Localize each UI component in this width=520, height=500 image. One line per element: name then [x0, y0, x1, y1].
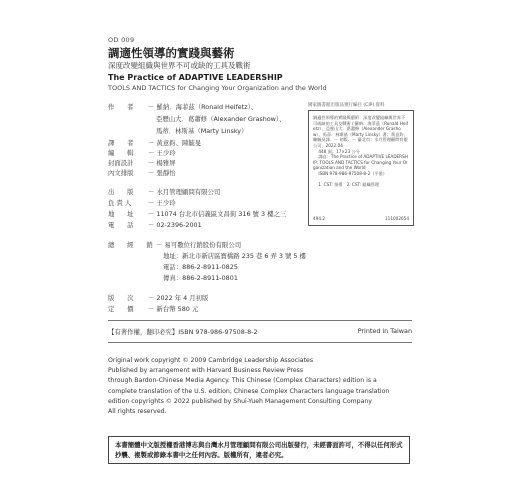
distributor-address: 地址：新北市新店區寶橋路 235 巷 6 弄 3 號 5 樓	[163, 252, 306, 260]
editor-value: － 王少玲	[148, 149, 176, 157]
address-value: － 11074 台北市信義區文昌街 316 號 3 樓之三	[148, 210, 287, 218]
copyright-text	[108, 356, 418, 417]
phone-value: － 02-2396-2001	[148, 221, 202, 229]
translator-row	[108, 138, 201, 147]
cover-key: 封面設計	[108, 159, 134, 167]
phone-key: 電 話	[108, 221, 134, 229]
author-row	[108, 102, 257, 111]
cip-body: 調適性領導的實踐與藝術：深度改變組織與世界不可或缺的工具及戰術 / 羅納．海菲茲（Ronald Heifetz）、亞歷山大．葛蕭修（Alexander Grashow）、馬蒂．林斯基（Marty Linsky）著；黃意鈞、陳毓旻譯．－ 初版．－ 臺北市：水月管理顧問有限公司，2022.04 448 面；17×23 公分 譯自：The Practice of ADAPTIVE LEADERSHIP: TOOLS AND TACTICS for Changing Your Organization and the World ISBN 978-986-97508-8-2（平裝） 1. CST: 領導 2. CST: 組織管理	[313, 115, 409, 188]
owner-row	[108, 198, 176, 207]
divider-bottom	[108, 342, 412, 343]
author-line-1: － 羅納．海菲茲（Ronald Heifetz）、	[148, 103, 258, 111]
translator-value: － 黃意鈞、陳毓旻	[148, 139, 202, 147]
book-title-english: The Practice of ADAPTIVE LEADERSHIP	[108, 73, 283, 82]
rights-notice-box: 本書簡體中文版授權香港博志與台灣水月管理顧問有限公司出版發行，未經書面許可，不得以任何形式抄襲、複製或節錄本書中之任何內容。版權所有，違者必究。	[108, 436, 410, 464]
copyright-line: Published by arrangement with Harvard Business Review Press	[108, 367, 304, 375]
series-number: OD 009	[108, 36, 135, 44]
phone-row	[108, 220, 202, 229]
price-value: － 新台幣 580 元	[148, 305, 199, 313]
copyright-line: complete translation of the U.S. edition, Chinese Complex Characters language translation	[108, 387, 390, 395]
layout-value: － 張靜怡	[148, 169, 176, 177]
copyright-line: All rights reserved.	[108, 408, 167, 416]
edition-row	[108, 293, 208, 302]
address-key: 地 址	[108, 210, 134, 218]
edition-key: 版 次	[108, 294, 134, 302]
copyright-line: edition copyrights © 2022 published by Shui-Yueh Management Consulting Company	[108, 397, 372, 405]
book-subtitle-english: TOOLS AND TACTICS for Changing Your Organization and the World	[108, 84, 327, 92]
translator-key: 譯 者	[108, 139, 134, 147]
publisher-row	[108, 187, 220, 196]
distributor-row	[108, 240, 241, 249]
divider-top	[108, 320, 412, 321]
book-subtitle-chinese: 深度改變組織與世界不可或缺的工具及戰術	[108, 61, 251, 70]
edition-value: － 2022 年 4 月初版	[148, 294, 209, 302]
cip-header: 國家圖書館出版品預行編目 (CIP) 資料	[308, 103, 385, 108]
distributor-phone: 電話：886-2-8911-0825	[163, 263, 238, 271]
price-row	[108, 304, 198, 313]
owner-value: － 王少玲	[148, 199, 176, 207]
editor-row	[108, 148, 176, 157]
cover-row	[108, 158, 176, 167]
cip-box	[308, 110, 414, 226]
owner-key: 負 責 人	[108, 199, 132, 207]
editor-key: 編 輯	[108, 149, 134, 157]
distributor-fax: 傳真：886-2-8911-0801	[163, 274, 238, 282]
cover-value: － 楊雅屏	[148, 159, 176, 167]
layout-key: 內文排版	[108, 169, 134, 177]
copyright-line: through Bardon-Chinese Media Agency. This Chinese (Complex Characters) edition is a	[108, 377, 377, 385]
address-row	[108, 209, 286, 218]
isbn-line: 【有著作權，翻印必究】ISBN 978-986-97508-8-2	[108, 328, 258, 336]
publisher-value: － 水月管理顧問有限公司	[148, 188, 221, 196]
price-key: 定 價	[108, 305, 134, 313]
cip-classification: 494.2	[313, 216, 325, 221]
cip-number: 111002654	[385, 216, 409, 221]
layout-row	[108, 168, 176, 177]
publisher-key: 出 版	[108, 188, 134, 196]
distributor-key: 總 經 銷	[108, 241, 153, 249]
author-line-3: 馬蒂．林斯基（Marty Linsky）	[156, 127, 248, 135]
printed-in: Printed in Taiwan	[357, 327, 412, 335]
distributor-value: － 易可數位行銷股份有限公司	[156, 241, 242, 249]
book-title-chinese: 調適性領導的實踐與藝術	[108, 46, 235, 60]
author-line-2: 亞歷山大．葛蕭修（Alexander Grashow）、	[156, 115, 286, 123]
author-key: 作 者	[108, 103, 134, 111]
copyright-line: Original work copyright © 2009 Cambridge Leadership Associates	[108, 357, 314, 364]
